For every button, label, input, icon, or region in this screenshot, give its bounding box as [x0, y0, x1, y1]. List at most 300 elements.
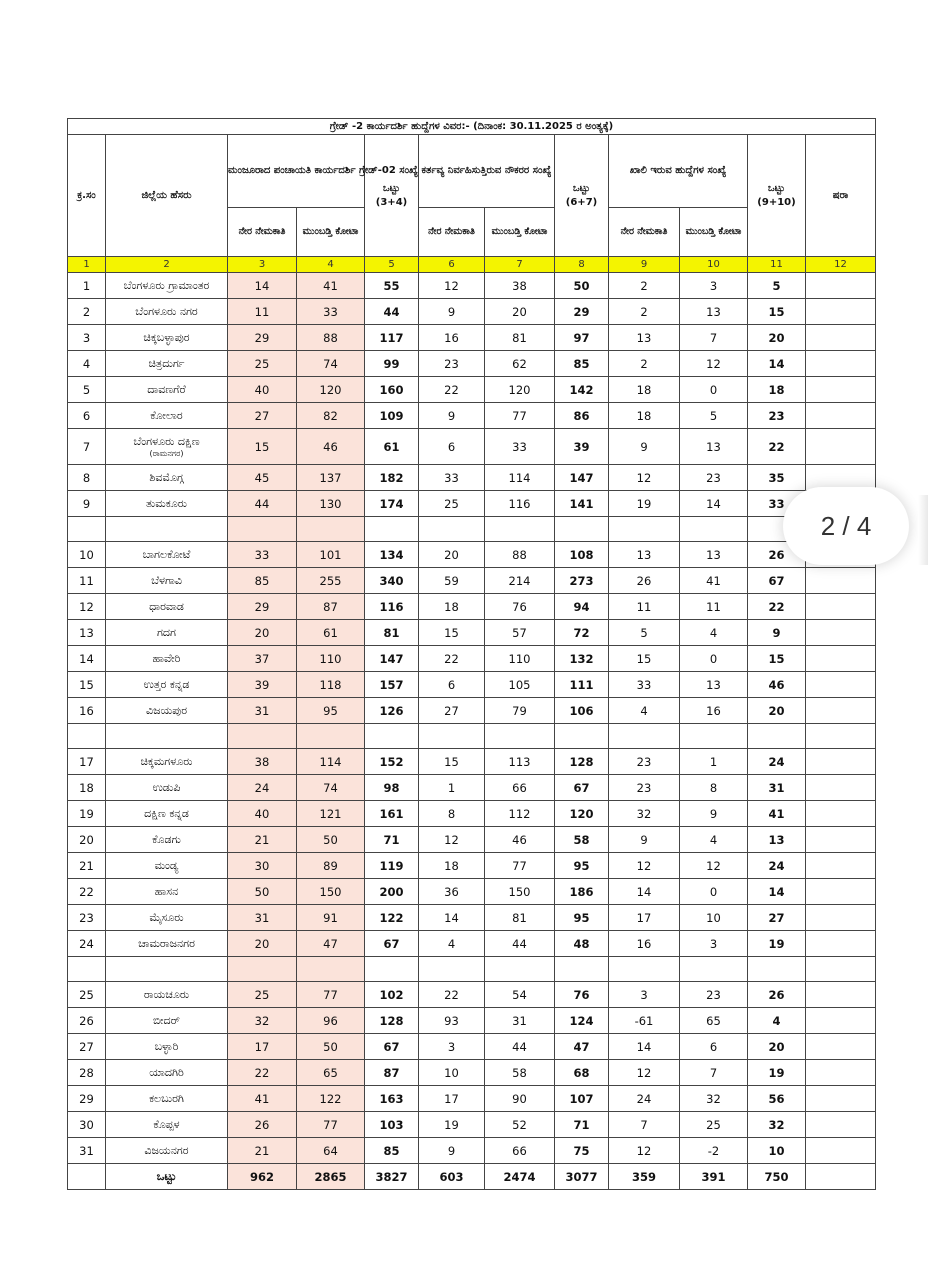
value-cell: 4 [419, 931, 485, 957]
header-direct: ನೇರ ನೇಮಕಾತಿ [228, 208, 297, 257]
table-row [68, 325, 876, 351]
value-cell: 124 [555, 1008, 609, 1034]
value-cell: 0 [680, 646, 748, 672]
value-cell: 33 [485, 429, 555, 465]
district-name-text: ದಕ್ಷಿಣ ಕನ್ನಡ [144, 806, 189, 820]
row-number: 15 [68, 672, 106, 698]
table-row [68, 491, 876, 517]
value-cell: 182 [365, 465, 419, 491]
district-name [106, 1060, 228, 1086]
column-number: 12 [806, 257, 876, 273]
remarks-cell [806, 1138, 876, 1164]
value-cell: 130 [297, 491, 365, 517]
value-cell: 44 [365, 299, 419, 325]
value-cell: 12 [609, 1060, 680, 1086]
value-cell: 120 [555, 801, 609, 827]
row-number: 6 [68, 403, 106, 429]
value-cell: 67 [555, 775, 609, 801]
value-cell: 24 [228, 775, 297, 801]
district-name [106, 491, 228, 517]
value-cell: 89 [297, 853, 365, 879]
district-name [106, 465, 228, 491]
value-cell: 19 [748, 931, 806, 957]
value-cell: 10 [748, 1138, 806, 1164]
value-cell: 24 [748, 853, 806, 879]
value-cell: 39 [228, 672, 297, 698]
value-cell: 14 [419, 905, 485, 931]
value-cell: 14 [748, 879, 806, 905]
total-value-cell: 3077 [555, 1164, 609, 1190]
value-cell: 0 [680, 377, 748, 403]
value-cell: 24 [609, 1086, 680, 1112]
row-number: 21 [68, 853, 106, 879]
empty-cell [68, 724, 106, 749]
header-promotion: ಮುಂಬಡ್ತಿ ಕೋಟಾ [680, 208, 748, 257]
value-cell: 93 [419, 1008, 485, 1034]
value-cell: 8 [419, 801, 485, 827]
value-cell: 4 [680, 827, 748, 853]
table-row [68, 377, 876, 403]
row-number: 29 [68, 1086, 106, 1112]
value-cell: 114 [485, 465, 555, 491]
empty-cell [419, 957, 485, 982]
value-cell: 85 [555, 351, 609, 377]
next-page-edge [918, 495, 928, 565]
row-number: 12 [68, 594, 106, 620]
district-name-text: ಚಾಮರಾಜನಗರ [138, 936, 195, 950]
value-cell: 110 [297, 646, 365, 672]
value-cell: 18 [748, 377, 806, 403]
district-name [106, 879, 228, 905]
value-cell: 114 [297, 749, 365, 775]
value-cell: 31 [228, 905, 297, 931]
value-cell: 40 [228, 377, 297, 403]
column-number: 3 [228, 257, 297, 273]
district-name-text: ಮಂಡ್ಯ [154, 858, 179, 872]
value-cell: 59 [419, 568, 485, 594]
value-cell: 21 [228, 1138, 297, 1164]
value-cell: 44 [485, 931, 555, 957]
totals-row [68, 1164, 876, 1190]
value-cell: 122 [365, 905, 419, 931]
value-cell: 90 [485, 1086, 555, 1112]
value-cell: 26 [748, 982, 806, 1008]
value-cell: 1 [419, 775, 485, 801]
district-name [106, 1008, 228, 1034]
value-cell: 111 [555, 672, 609, 698]
value-cell: 126 [365, 698, 419, 724]
value-cell: 7 [609, 1112, 680, 1138]
row-number: 14 [68, 646, 106, 672]
empty-cell [485, 517, 555, 542]
value-cell: 24 [748, 749, 806, 775]
value-cell: 25 [228, 982, 297, 1008]
value-cell: 340 [365, 568, 419, 594]
remarks-cell [806, 775, 876, 801]
value-cell: 106 [555, 698, 609, 724]
column-number: 4 [297, 257, 365, 273]
value-cell: 58 [485, 1060, 555, 1086]
empty-cell [228, 724, 297, 749]
total-value-cell: 603 [419, 1164, 485, 1190]
vacancy-table [67, 118, 876, 1190]
value-cell: 15 [748, 299, 806, 325]
value-cell: 71 [555, 1112, 609, 1138]
header-promotion: ಮುಂಬಡ್ತಿ ಕೋಟಾ [297, 208, 365, 257]
value-cell: 88 [297, 325, 365, 351]
district-name-text: ಕಲಬುರಗಿ [149, 1091, 184, 1105]
empty-cell [609, 517, 680, 542]
row-number: 4 [68, 351, 106, 377]
value-cell: 87 [297, 594, 365, 620]
row-number: 31 [68, 1138, 106, 1164]
district-name [106, 325, 228, 351]
table-row [68, 465, 876, 491]
value-cell: 15 [228, 429, 297, 465]
value-cell: 18 [609, 377, 680, 403]
value-cell: 2 [609, 273, 680, 299]
district-name [106, 646, 228, 672]
value-cell: 110 [485, 646, 555, 672]
empty-cell [680, 724, 748, 749]
row-number: 28 [68, 1060, 106, 1086]
remarks-cell [806, 377, 876, 403]
header-total-vacant: ಒಟ್ಟು (9+10) [748, 135, 806, 257]
empty-cell [419, 724, 485, 749]
value-cell: 22 [748, 429, 806, 465]
empty-cell [419, 517, 485, 542]
value-cell: 50 [228, 879, 297, 905]
value-cell: 13 [680, 542, 748, 568]
value-cell: 18 [419, 594, 485, 620]
empty-cell [609, 724, 680, 749]
value-cell: 16 [609, 931, 680, 957]
column-number-row [68, 257, 876, 273]
value-cell: 128 [555, 749, 609, 775]
district-name [106, 672, 228, 698]
value-cell: 62 [485, 351, 555, 377]
district-name [106, 568, 228, 594]
empty-cell [806, 724, 876, 749]
district-name [106, 620, 228, 646]
column-number: 5 [365, 257, 419, 273]
value-cell: 14 [228, 273, 297, 299]
value-cell: 20 [748, 698, 806, 724]
table-row [68, 931, 876, 957]
value-cell: 79 [485, 698, 555, 724]
value-cell: 65 [680, 1008, 748, 1034]
empty-cell [555, 724, 609, 749]
value-cell: 71 [365, 827, 419, 853]
value-cell: 74 [297, 351, 365, 377]
value-cell: 160 [365, 377, 419, 403]
value-cell: 26 [748, 542, 806, 568]
value-cell: 95 [555, 905, 609, 931]
value-cell: 12 [609, 1138, 680, 1164]
value-cell: 99 [365, 351, 419, 377]
value-cell: 161 [365, 801, 419, 827]
table-row [68, 1060, 876, 1086]
value-cell: 7 [680, 1060, 748, 1086]
district-name [106, 982, 228, 1008]
value-cell: 6 [680, 1034, 748, 1060]
value-cell: 12 [680, 351, 748, 377]
value-cell: 29 [555, 299, 609, 325]
value-cell: 76 [485, 594, 555, 620]
value-cell: 35 [748, 465, 806, 491]
value-cell: 67 [748, 568, 806, 594]
value-cell: 67 [365, 931, 419, 957]
column-number: 6 [419, 257, 485, 273]
value-cell: 9 [680, 801, 748, 827]
value-cell: 46 [297, 429, 365, 465]
remarks-cell [806, 879, 876, 905]
value-cell: 32 [748, 1112, 806, 1138]
table-row [68, 1138, 876, 1164]
value-cell: 23 [748, 403, 806, 429]
value-cell: 44 [228, 491, 297, 517]
value-cell: 23 [680, 465, 748, 491]
remarks-cell [806, 749, 876, 775]
value-cell: 40 [228, 801, 297, 827]
table-row [68, 1034, 876, 1060]
value-cell: 75 [555, 1138, 609, 1164]
value-cell: 255 [297, 568, 365, 594]
value-cell: 13 [680, 299, 748, 325]
value-cell: 163 [365, 1086, 419, 1112]
value-cell: 54 [485, 982, 555, 1008]
value-cell: 150 [485, 879, 555, 905]
total-value-cell: 750 [748, 1164, 806, 1190]
empty-cell [297, 724, 365, 749]
value-cell: 16 [680, 698, 748, 724]
value-cell: 9 [609, 827, 680, 853]
table-row [68, 775, 876, 801]
table-row [68, 429, 876, 465]
value-cell: 48 [555, 931, 609, 957]
table-row [68, 1086, 876, 1112]
value-cell: 118 [297, 672, 365, 698]
value-cell: 27 [419, 698, 485, 724]
value-cell: 29 [228, 594, 297, 620]
value-cell: 27 [748, 905, 806, 931]
table-row [68, 827, 876, 853]
value-cell: 5 [680, 403, 748, 429]
value-cell: 19 [748, 1060, 806, 1086]
value-cell: 31 [485, 1008, 555, 1034]
row-number: 1 [68, 273, 106, 299]
row-number: 9 [68, 491, 106, 517]
district-name-text: ಧಾರವಾಡ [149, 599, 184, 613]
value-cell: 23 [609, 775, 680, 801]
row-number: 20 [68, 827, 106, 853]
district-name-text: ದಾವಣಗೆರೆ [147, 382, 186, 396]
value-cell: 77 [485, 403, 555, 429]
remarks-cell [806, 429, 876, 465]
value-cell: 6 [419, 672, 485, 698]
value-cell: 120 [297, 377, 365, 403]
row-number: 11 [68, 568, 106, 594]
value-cell: 33 [297, 299, 365, 325]
value-cell: 31 [228, 698, 297, 724]
value-cell: 10 [419, 1060, 485, 1086]
value-cell: 0 [680, 879, 748, 905]
district-name-text: ಬಳ್ಳಾರಿ [154, 1039, 179, 1053]
value-cell: 98 [365, 775, 419, 801]
value-cell: 9 [419, 403, 485, 429]
table-row [68, 620, 876, 646]
value-cell: 39 [555, 429, 609, 465]
value-cell: 33 [228, 542, 297, 568]
remarks-cell [806, 403, 876, 429]
value-cell: 19 [419, 1112, 485, 1138]
value-cell: 57 [485, 620, 555, 646]
column-number: 10 [680, 257, 748, 273]
table-row [68, 542, 876, 568]
value-cell: 20 [419, 542, 485, 568]
district-name-text: ಚಿತ್ರದುರ್ಗ [148, 356, 185, 370]
value-cell: 12 [419, 827, 485, 853]
district-name-text: ಬಾಗಲಕೋಟೆ [142, 547, 191, 561]
value-cell: 68 [555, 1060, 609, 1086]
value-cell: 45 [228, 465, 297, 491]
value-cell: 77 [485, 853, 555, 879]
column-number: 7 [485, 257, 555, 273]
value-cell: 21 [228, 827, 297, 853]
district-name [106, 429, 228, 465]
district-name [106, 775, 228, 801]
district-name [106, 931, 228, 957]
value-cell: -61 [609, 1008, 680, 1034]
value-cell: 47 [555, 1034, 609, 1060]
value-cell: 61 [297, 620, 365, 646]
remarks-cell [806, 698, 876, 724]
value-cell: 33 [419, 465, 485, 491]
district-name-text: ತುಮಕೂರು [145, 496, 188, 510]
value-cell: 76 [555, 982, 609, 1008]
empty-cell [555, 957, 609, 982]
row-number: 7 [68, 429, 106, 465]
empty-cell [485, 957, 555, 982]
value-cell: 81 [365, 620, 419, 646]
value-cell: 86 [555, 403, 609, 429]
value-cell: 20 [485, 299, 555, 325]
district-name-text: ಬೆಂಗಳೂರು ನಗರ [135, 304, 198, 318]
district-name-text: ಶಿವಮೊಗ್ಗ [149, 470, 184, 484]
remarks-cell [806, 299, 876, 325]
value-cell: 82 [297, 403, 365, 429]
value-cell: 12 [419, 273, 485, 299]
empty-cell [68, 1164, 106, 1190]
empty-cell [485, 724, 555, 749]
value-cell: 122 [297, 1086, 365, 1112]
district-name [106, 351, 228, 377]
row-number: 17 [68, 749, 106, 775]
value-cell: 17 [609, 905, 680, 931]
district-name-text: ಚಿಕ್ಕಮಗಳೂರು [140, 754, 193, 768]
table-row [68, 403, 876, 429]
table-row [68, 879, 876, 905]
table-row [68, 801, 876, 827]
value-cell: 11 [609, 594, 680, 620]
empty-cell [228, 957, 297, 982]
value-cell: 26 [609, 568, 680, 594]
value-cell: 66 [485, 1138, 555, 1164]
column-number: 11 [748, 257, 806, 273]
header-sanctioned: ಮಂಜೂರಾದ ಪಂಚಾಯತಿ ಕಾರ್ಯದರ್ಶಿ ಗ್ರೇಡ್-02 ಸಂಖ್ಯೆ [228, 135, 365, 208]
row-number: 13 [68, 620, 106, 646]
empty-cell [609, 957, 680, 982]
value-cell: 41 [228, 1086, 297, 1112]
district-name [106, 827, 228, 853]
column-number: 2 [106, 257, 228, 273]
table-row [68, 749, 876, 775]
value-cell: 3 [419, 1034, 485, 1060]
table-row [68, 1112, 876, 1138]
remarks-cell [806, 931, 876, 957]
total-value-cell: 391 [680, 1164, 748, 1190]
value-cell: 5 [609, 620, 680, 646]
value-cell: 25 [680, 1112, 748, 1138]
header-remarks: ಷರಾ [806, 135, 876, 257]
district-name-text: ಬೀದರ್ [152, 1013, 181, 1027]
value-cell: 94 [555, 594, 609, 620]
value-cell: 16 [419, 325, 485, 351]
column-number: 9 [609, 257, 680, 273]
value-cell: 9 [748, 620, 806, 646]
value-cell: 97 [555, 325, 609, 351]
table-title: ಗ್ರೇಡ್ -2 ಕಾರ್ಯದರ್ಶಿ ಹುದ್ದೆಗಳ ವಿವರ:- (ದಿನಾಂಕ: 30.11.2025 ರ ಅಂತ್ಯಕ್ಕೆ) [68, 119, 876, 135]
empty-cell [297, 517, 365, 542]
remarks-cell [806, 594, 876, 620]
district-name [106, 594, 228, 620]
remarks-cell [806, 273, 876, 299]
value-cell: 50 [297, 1034, 365, 1060]
district-name-text: ಹಾಸನ [154, 884, 179, 898]
value-cell: 22 [748, 594, 806, 620]
value-cell: 2 [609, 299, 680, 325]
value-cell: 15 [609, 646, 680, 672]
table-row [68, 646, 876, 672]
value-cell: 74 [297, 775, 365, 801]
group-separator-row [68, 957, 876, 982]
value-cell: 142 [555, 377, 609, 403]
remarks-cell [806, 1164, 876, 1190]
header-direct: ನೇರ ನೇಮಕಾತಿ [419, 208, 485, 257]
value-cell: -2 [680, 1138, 748, 1164]
value-cell: 29 [228, 325, 297, 351]
value-cell: 26 [228, 1112, 297, 1138]
value-cell: 46 [748, 672, 806, 698]
column-number: 1 [68, 257, 106, 273]
empty-cell [106, 517, 228, 542]
remarks-cell [806, 672, 876, 698]
table-row [68, 273, 876, 299]
row-number: 10 [68, 542, 106, 568]
row-number: 5 [68, 377, 106, 403]
total-value-cell: 2865 [297, 1164, 365, 1190]
value-cell: 8 [680, 775, 748, 801]
remarks-cell [806, 568, 876, 594]
value-cell: 12 [609, 853, 680, 879]
header-vacant: ಖಾಲಿ ಇರುವ ಹುದ್ದೆಗಳ ಸಂಖ್ಯೆ [609, 135, 748, 208]
value-cell: 22 [419, 377, 485, 403]
empty-cell [365, 517, 419, 542]
value-cell: 9 [419, 299, 485, 325]
value-cell: 52 [485, 1112, 555, 1138]
value-cell: 150 [297, 879, 365, 905]
district-name-text: ರಾಯಚೂರು [143, 987, 190, 1001]
